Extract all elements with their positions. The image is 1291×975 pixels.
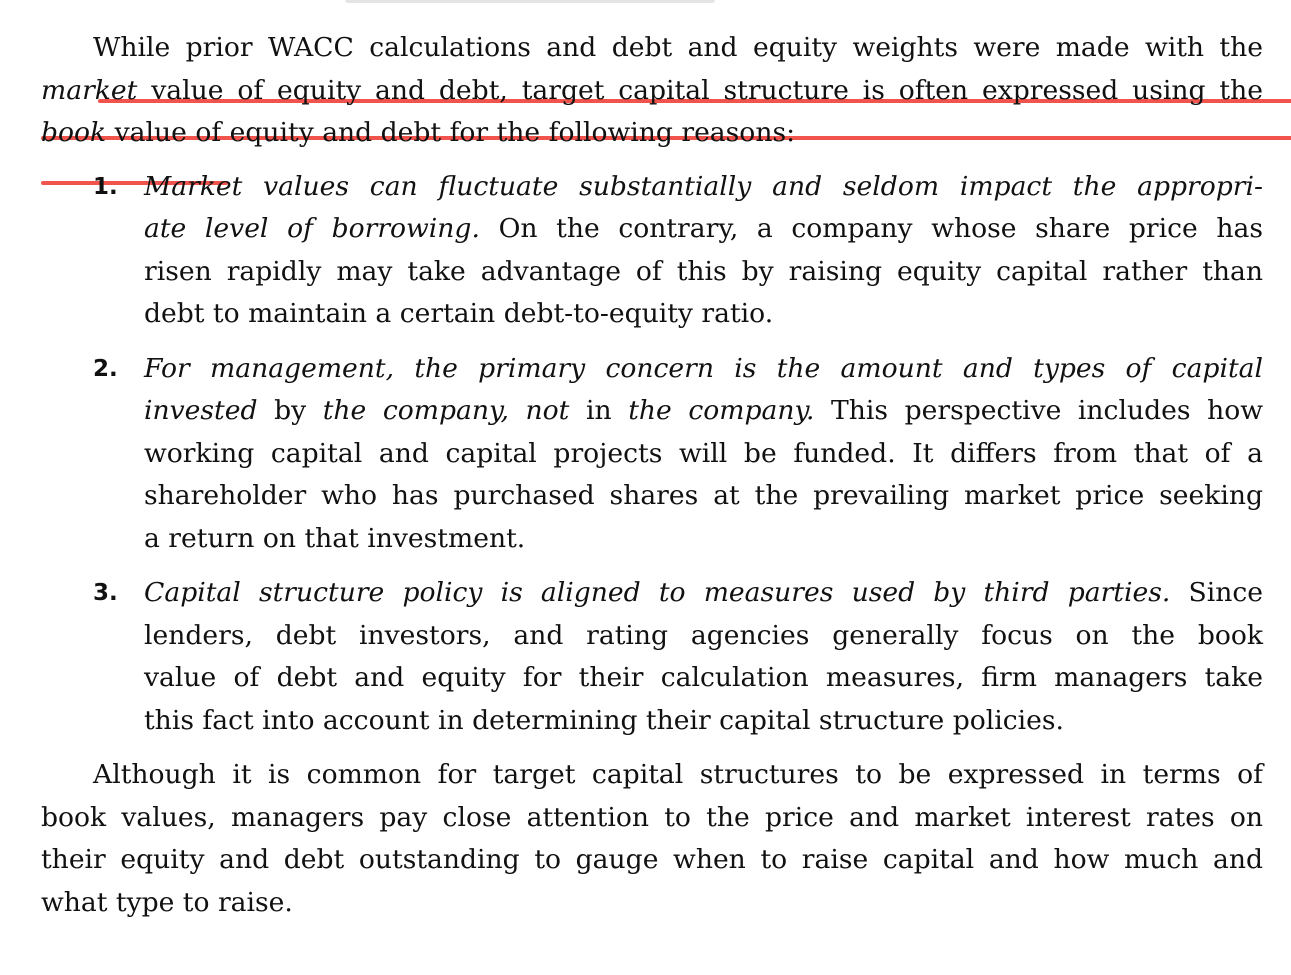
body-text: On the contrary, a company whose share price has <box>479 213 1263 244</box>
intro-line <box>41 112 1263 155</box>
document-page <box>41 27 1263 924</box>
reasons-list <box>41 166 1263 743</box>
list-number: 1. <box>93 173 118 200</box>
body-text: by <box>257 395 323 426</box>
item-line: value of debt and equity for their calculation measures, firm managers take <box>144 662 1263 693</box>
item-line: risen rapidly may take advantage of this by raising equity capital rather than <box>144 255 1263 287</box>
closing-line: what type to raise. <box>41 886 293 918</box>
item-line <box>144 390 1263 433</box>
item-line <box>144 208 1263 251</box>
item-line: this fact into account in determining their capital structure policies. <box>144 704 1065 736</box>
body-text: Since <box>1170 577 1263 608</box>
closing-line: book values, managers pay close attention to the price and market interest rates on <box>41 801 1263 833</box>
list-item <box>41 348 1263 561</box>
italic-text: the company. <box>628 395 815 426</box>
intro-paragraph <box>41 27 1263 155</box>
closing-paragraph <box>41 754 1263 924</box>
list-item <box>41 572 1263 742</box>
italic-text: Market values can fluctuate substantially and seldom impact the appropri- <box>144 170 1263 202</box>
item-line: shareholder who has purchased shares at the prevailing market price seeking <box>144 480 1263 511</box>
closing-line: Although it is common for target capital structures to be expressed in terms of <box>93 759 1263 790</box>
intro-line <box>41 70 1263 113</box>
emphasis-book: book <box>41 117 107 148</box>
item-line <box>144 348 1263 391</box>
closing-line: their equity and debt outstanding to gauge when to raise capital and how much and <box>41 844 1263 875</box>
item-line <box>144 572 1263 615</box>
italic-text: ate level of borrowing. <box>144 213 480 244</box>
italic-text: For management, the primary concern is the amount and types of capital <box>144 352 1263 384</box>
item-line: working capital and capital projects will be funded. It differs from that of a <box>144 437 1263 469</box>
item-line: a return on that investment. <box>144 522 526 554</box>
item-line: debt to maintain a certain debt-to-equity ratio. <box>144 298 774 329</box>
emphasis-market: market <box>41 74 138 106</box>
intro-text: value of equity and debt for the following reasons: <box>106 117 796 148</box>
list-number: 3. <box>93 580 118 606</box>
body-text: in <box>569 395 629 426</box>
italic-text: invested <box>144 395 258 426</box>
item-line <box>144 166 1263 209</box>
list-number: 2. <box>93 355 118 382</box>
list-item <box>41 166 1263 336</box>
body-text: This perspective includes how <box>814 395 1263 426</box>
item-line: lenders, debt investors, and rating agencies generally focus on the book <box>144 619 1263 651</box>
intro-line: While prior WACC calculations and debt and equity weights were made with the <box>93 32 1263 63</box>
italic-text: the company, not <box>322 395 570 426</box>
intro-text: value of equity and debt, target capital structure is often expressed using the <box>137 74 1263 106</box>
italic-text: Capital structure policy is aligned to measures used by third parties. <box>144 577 1171 608</box>
previous-page-edge <box>345 0 715 3</box>
